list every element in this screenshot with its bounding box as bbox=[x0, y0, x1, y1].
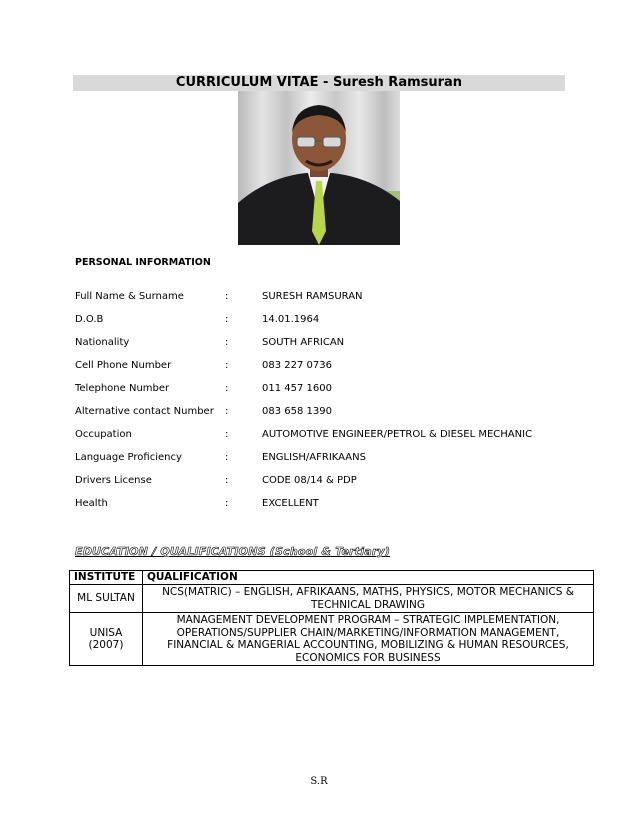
personal-info-heading: PERSONAL INFORMATION bbox=[75, 257, 211, 268]
info-separator: : bbox=[225, 475, 229, 486]
cv-title: CURRICULUM VITAE - Suresh Ramsuran bbox=[73, 75, 565, 91]
info-value: SURESH RAMSURAN bbox=[262, 291, 363, 302]
info-value: EXCELLENT bbox=[262, 498, 319, 509]
qualification-cell bbox=[143, 585, 594, 613]
info-separator: : bbox=[225, 291, 229, 302]
column-header-qualification: QUALIFICATION bbox=[143, 571, 594, 585]
institute-cell bbox=[70, 585, 143, 613]
portrait-illustration bbox=[238, 91, 400, 245]
info-label: Health bbox=[75, 498, 108, 509]
qualification-line: NCS(MATRIC) – ENGLISH, AFRIKAANS, MATHS, PHYSICS, MOTOR MECHANICS & bbox=[162, 586, 574, 598]
info-separator: : bbox=[225, 314, 229, 325]
info-label: Nationality bbox=[75, 337, 130, 348]
info-value: CODE 08/14 & PDP bbox=[262, 475, 357, 486]
info-separator: : bbox=[225, 360, 229, 371]
info-label: Full Name & Surname bbox=[75, 291, 184, 302]
table-row bbox=[70, 585, 594, 613]
info-label: Drivers License bbox=[75, 475, 152, 486]
info-label: Alternative contact Number bbox=[75, 406, 214, 417]
table-row bbox=[70, 613, 594, 666]
qualification-line: TECHNICAL DRAWING bbox=[311, 598, 425, 611]
education-table bbox=[69, 570, 594, 666]
column-header-institute: INSTITUTE bbox=[70, 571, 143, 585]
education-heading: EDUCATION / QUALIFICATIONS (School & Tertiary) bbox=[75, 545, 391, 558]
qualification-line: OPERATIONS/SUPPLIER CHAIN/MARKETING/INFORMATION MANAGEMENT, bbox=[176, 626, 560, 639]
qualification-line: FINANCIAL & MANGERIAL ACCOUNTING, MOBILIZING & HUMAN RESOURCES, bbox=[167, 639, 569, 651]
institute-line: ML SULTAN bbox=[77, 592, 135, 605]
info-value: 011 457 1600 bbox=[262, 383, 332, 394]
page-footer-initials: S.R bbox=[310, 776, 328, 787]
info-value: 083 658 1390 bbox=[262, 406, 332, 417]
info-separator: : bbox=[225, 337, 229, 348]
profile-photo bbox=[238, 91, 400, 245]
institute-line: (2007) bbox=[88, 639, 124, 651]
info-label: Occupation bbox=[75, 429, 132, 440]
info-value: SOUTH AFRICAN bbox=[262, 337, 345, 348]
info-value: 083 227 0736 bbox=[262, 360, 332, 371]
info-label: Telephone Number bbox=[75, 383, 170, 394]
info-value: AUTOMOTIVE ENGINEER/PETROL & DIESEL MECHANIC bbox=[262, 429, 533, 440]
qualification-line: ECONOMICS FOR BUSINESS bbox=[295, 651, 441, 664]
info-label: D.O.B bbox=[75, 314, 104, 325]
info-separator: : bbox=[225, 429, 229, 440]
info-separator: : bbox=[225, 452, 229, 463]
institute-cell bbox=[70, 613, 143, 666]
info-value: ENGLISH/AFRIKAANS bbox=[262, 452, 366, 463]
info-separator: : bbox=[225, 383, 229, 394]
info-label: Cell Phone Number bbox=[75, 360, 172, 371]
qualification-cell bbox=[143, 613, 594, 666]
qualification-line: MANAGEMENT DEVELOPMENT PROGRAM – STRATEGIC IMPLEMENTATION, bbox=[176, 614, 560, 626]
info-label: Language Proficiency bbox=[75, 452, 182, 463]
info-value: 14.01.1964 bbox=[262, 314, 320, 325]
institute-line: UNISA bbox=[89, 626, 123, 639]
table-header-row bbox=[70, 571, 594, 585]
info-separator: : bbox=[225, 498, 229, 509]
info-separator: : bbox=[225, 406, 229, 417]
